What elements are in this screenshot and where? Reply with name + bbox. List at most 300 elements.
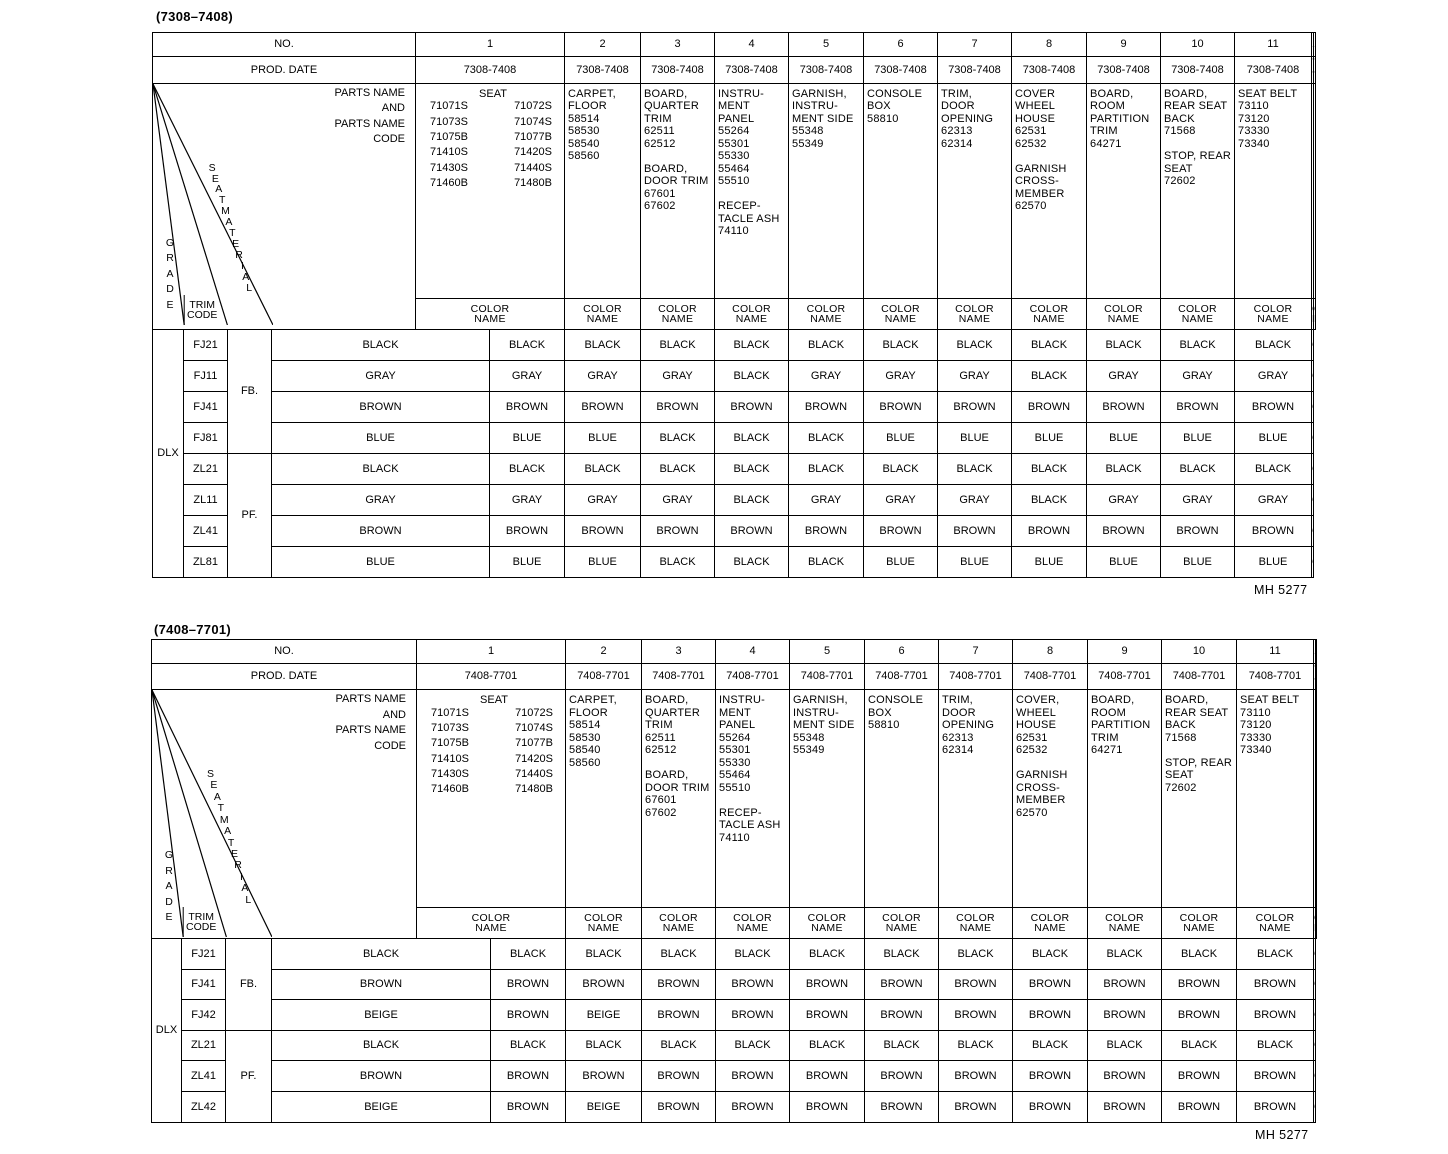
color-cell: GRAY: [490, 484, 565, 515]
color-name-text: [1314, 913, 1315, 933]
diagonal-header: [152, 690, 417, 939]
grade-letter: G: [164, 849, 174, 861]
color-cell: BROWN: [790, 1000, 865, 1031]
color-cell: BROWN: [642, 1091, 716, 1122]
prod-date-value: 7308-7408: [789, 57, 864, 83]
header-row-prod-date: [152, 664, 1317, 690]
column-number: 3: [642, 640, 716, 664]
seat-material-letter: M: [221, 205, 230, 218]
grade-letter: A: [166, 267, 174, 280]
color-cell: BROWN: [1012, 515, 1087, 546]
parts-cell: [1315, 690, 1317, 908]
color-cell: BLACK: [1237, 1030, 1314, 1061]
color-cell: [1312, 546, 1314, 577]
seat-part-code: 71440S: [515, 768, 553, 781]
color-name-label: [938, 298, 1012, 329]
parts-cell: [938, 83, 1012, 298]
prod-date-value: 7308-7408: [1161, 57, 1235, 83]
trim-code: ZL41: [184, 515, 228, 546]
seat-material: FB.: [228, 329, 272, 453]
seat-material: PF.: [226, 1030, 272, 1122]
color-cell: BROWN: [716, 969, 790, 1000]
color-cell: BROWN: [1162, 969, 1237, 1000]
color-cell: BEIGE: [272, 1091, 491, 1122]
color-cell: BLUE: [938, 546, 1012, 577]
color-cell: BROWN: [716, 1061, 790, 1092]
color-name-label: [1314, 298, 1316, 329]
prod-date-value: 7408-7701: [1162, 664, 1237, 690]
prod-date-value: 7408-7701: [1237, 664, 1314, 690]
color-cell: GRAY: [490, 360, 565, 391]
color-cell: [1312, 515, 1314, 546]
color-cell: BROWN: [272, 391, 490, 422]
seat-material-letter: R: [235, 248, 243, 261]
color-cell: BROWN: [789, 515, 864, 546]
color-cell: [1312, 360, 1314, 391]
seat-material-letter: T: [227, 836, 235, 849]
color-cell: BROWN: [566, 969, 642, 1000]
parts-name-code: CARPET, FLOOR 58514 58530 58540 58560: [568, 87, 616, 163]
color-cell: BLACK: [272, 453, 490, 484]
color-cell: BROWN: [491, 1091, 566, 1122]
seat-part-code: 71074S: [514, 115, 552, 128]
seat-part-code: 71073S: [430, 115, 468, 128]
color-name-label: [716, 908, 790, 939]
color-cell: BLUE: [565, 422, 641, 453]
prod-date-value: 7408-7701: [865, 664, 939, 690]
color-cell: BLACK: [641, 329, 715, 360]
color-name-label: [1315, 908, 1317, 939]
parts-name-code: INSTRU- MENT PANEL 55264 55301 55330 55464 55510 RECEP- TACLE ASH 74110: [718, 87, 780, 238]
seat-material-letter: A: [215, 183, 223, 196]
color-cell: BLACK: [565, 453, 641, 484]
trim-code: ZL81: [184, 546, 228, 577]
seat-material-letter: T: [217, 802, 224, 815]
color-cell: [1312, 422, 1314, 453]
color-cell: BLACK: [938, 453, 1012, 484]
color-cell: BLACK: [491, 1030, 566, 1061]
grade-letter: R: [165, 864, 173, 877]
color-cell: BROWN: [716, 1000, 790, 1031]
parts-name-code: [1316, 690, 1317, 732]
color-cell: BLACK: [939, 1030, 1013, 1061]
prod-date-value: 7308-7408: [938, 57, 1012, 83]
color-cell: BLACK: [1161, 329, 1235, 360]
parts-seat: [416, 83, 565, 298]
grade-cell: DLX: [153, 329, 184, 577]
parts-name-code: BOARD, QUARTER TRIM 62511 62512 BOARD, DOOR TRIM 67601 67602: [644, 87, 709, 213]
color-cell: BROWN: [641, 515, 715, 546]
parts-name-code: INSTRU- MENT PANEL 55264 55301 55330 55464 55510 RECEP- TACLE ASH 74110: [719, 694, 781, 844]
color-cell: BLUE: [1161, 546, 1235, 577]
parts-name-code: BOARD, ROOM PARTITION TRIM 64271: [1090, 87, 1150, 150]
no-label: NO.: [153, 33, 416, 57]
color-cell: BROWN: [1088, 969, 1162, 1000]
prod-date-value: 7308-7408: [641, 57, 715, 83]
prod-date-value: 7408-7701: [716, 664, 790, 690]
seat-part-code: 71075B: [431, 737, 469, 750]
color-cell: BLACK: [1012, 453, 1087, 484]
color-cell: BLACK: [789, 453, 864, 484]
color-cell: BLACK: [790, 939, 865, 970]
color-cell: GRAY: [938, 484, 1012, 515]
header-row-prod-date: [153, 57, 1316, 83]
seat-material-letter: A: [225, 216, 233, 229]
color-cell: BLACK: [1235, 329, 1312, 360]
color-cell: BROWN: [865, 1000, 939, 1031]
color-cell: BLACK: [938, 329, 1012, 360]
parts-name-code: BOARD, REAR SEAT BACK 71568 STOP, REAR SEAT 72602: [1165, 694, 1233, 794]
parts-cell: [1162, 690, 1237, 908]
column-number: 9: [1088, 640, 1162, 664]
color-cell: BROWN: [272, 515, 490, 546]
color-cell: BLACK: [1012, 360, 1087, 391]
prod-date-value: 7408-7701: [417, 664, 566, 690]
seat-material: FB.: [226, 939, 272, 1031]
color-cell: BLACK: [565, 329, 641, 360]
color-cell: GRAY: [789, 360, 864, 391]
color-cell: GRAY: [641, 484, 715, 515]
column-number: 11: [1237, 640, 1314, 664]
trim-code: ZL21: [184, 453, 228, 484]
color-cell: GRAY: [641, 360, 715, 391]
color-name-text: COLOR NAME: [956, 912, 995, 934]
prod-date-value: 7408-7701: [1088, 664, 1162, 690]
color-cell: BROWN: [1087, 391, 1161, 422]
color-cell: [1314, 1091, 1316, 1122]
grade-letter: G: [165, 236, 175, 249]
color-cell: BROWN: [1237, 1091, 1314, 1122]
color-cell: BLACK: [790, 1030, 865, 1061]
seat-material-letter: I: [239, 870, 243, 883]
parts-name-code-label: PARTS NAME AND PARTS NAME CODE: [334, 86, 405, 146]
color-name-text: COLOR NAME: [807, 912, 847, 934]
column-number: 2: [565, 33, 641, 57]
color-name-text: COLOR NAME: [1253, 302, 1293, 325]
prod-date-label: PROD. DATE: [152, 664, 417, 690]
seat-part-code: 71420S: [515, 752, 553, 765]
seat-part-code: 71480B: [514, 177, 552, 190]
seat-part-code: 71075B: [430, 130, 468, 143]
parts-name-code: SEAT BELT 73110 73120 73330 73340: [1238, 87, 1298, 150]
color-cell: BLACK: [864, 329, 938, 360]
parts-name-code: COVER WHEEL HOUSE 62531 62532 GARNISH CROSS- MEMBER 62570: [1015, 87, 1067, 213]
color-cell: GRAY: [1087, 360, 1161, 391]
prod-date-value: 7408-7701: [1013, 664, 1088, 690]
color-cell: BLACK: [715, 422, 789, 453]
color-cell: BLACK: [1013, 1030, 1088, 1061]
header-row-parts: [152, 690, 1317, 908]
seat-material-letter: E: [211, 172, 219, 185]
color-cell: BLACK: [864, 453, 938, 484]
seat-material-letter: M: [219, 813, 229, 826]
seat-part-code: 71073S: [431, 721, 469, 734]
column-number: 5: [789, 33, 864, 57]
parts-cell: [939, 690, 1013, 908]
color-cell: BROWN: [566, 1061, 642, 1092]
seat-title: SEAT: [480, 694, 508, 706]
color-cell: [1314, 1030, 1316, 1061]
parts-cell: [1237, 690, 1314, 908]
color-cell: BROWN: [865, 969, 939, 1000]
color-cell: BROWN: [565, 391, 641, 422]
color-name-label: [1235, 298, 1312, 329]
column-number: 2: [566, 640, 642, 664]
color-cell: BROWN: [1013, 1061, 1088, 1092]
prod-date-value: 7308-7408: [565, 57, 641, 83]
prod-date-value: 7308-7408: [416, 57, 565, 83]
prod-date-value: 7308-7408: [1235, 57, 1312, 83]
color-cell: BROWN: [1161, 391, 1235, 422]
color-cell: BROWN: [1161, 515, 1235, 546]
color-cell: BEIGE: [566, 1091, 642, 1122]
color-name-label: [865, 908, 939, 939]
color-cell: BEIGE: [566, 1000, 642, 1031]
color-cell: BROWN: [642, 1000, 716, 1031]
color-cell: BLACK: [272, 1030, 491, 1061]
top-footer-code: MH 5277: [1254, 583, 1308, 597]
parts-name-code: [1314, 84, 1316, 126]
top-table-caption: (7308–7408): [156, 9, 234, 24]
prod-date-value: [1314, 57, 1316, 83]
color-cell: BLACK: [1162, 939, 1237, 970]
column-number: 1: [416, 33, 565, 57]
header-row-no: [153, 33, 1316, 57]
parts-name-code: GARNISH, INSTRU- MENT SIDE 55348 55349: [793, 694, 855, 756]
color-cell: BROWN: [789, 391, 864, 422]
table-row: [153, 360, 1316, 391]
seat-material-letter: L: [245, 893, 252, 906]
trim-code-label: TRIM CODE: [186, 911, 217, 933]
color-cell: BLACK: [490, 453, 565, 484]
color-cell: BROWN: [490, 515, 565, 546]
color-cell: BLACK: [566, 1030, 642, 1061]
seat-part-code: 71430S: [431, 768, 469, 781]
color-name-text: COLOR NAME: [1104, 302, 1143, 325]
bottom-color-table: [151, 639, 1317, 1123]
color-cell: BROWN: [642, 969, 716, 1000]
color-name-text: COLOR NAME: [881, 302, 920, 325]
color-cell: BLACK: [716, 1030, 790, 1061]
table-row: [153, 484, 1316, 515]
parts-cell: [790, 690, 865, 908]
color-name-label: [1161, 298, 1235, 329]
color-name-label: [939, 908, 1013, 939]
trim-code: ZL42: [182, 1091, 226, 1122]
color-cell: BLUE: [272, 422, 490, 453]
column-number: 7: [938, 33, 1012, 57]
trim-code: FJ41: [182, 969, 226, 1000]
parts-name-code: COVER, WHEEL HOUSE 62531 62532 GARNISH CROSS- MEMBER 62570: [1016, 694, 1068, 819]
color-cell: BROWN: [1162, 1000, 1237, 1031]
color-cell: BROWN: [272, 1061, 491, 1092]
color-name-text: COLOR NAME: [583, 302, 622, 325]
color-cell: BLACK: [715, 329, 789, 360]
color-cell: BLACK: [1088, 1030, 1162, 1061]
parts-name-code: BOARD, QUARTER TRIM 62511 62512 BOARD, DOOR TRIM 67601 67602: [645, 694, 710, 819]
color-cell: BLACK: [642, 1030, 716, 1061]
seat-part-code: 71072S: [515, 706, 553, 719]
column-number: [1315, 640, 1317, 664]
color-cell: BROWN: [939, 1000, 1013, 1031]
prod-date-value: 7408-7701: [566, 664, 642, 690]
seat-material-letter: A: [242, 270, 250, 283]
color-name-text: [1314, 304, 1315, 324]
seat-material-letter: S: [206, 768, 214, 780]
top-color-table: [152, 32, 1316, 578]
seat-part-code: 71071S: [430, 100, 468, 113]
prod-date-value: [1315, 664, 1317, 690]
seat-part-code: 71410S: [430, 146, 468, 159]
color-cell: BLACK: [566, 939, 642, 970]
color-name-label: [1162, 908, 1237, 939]
color-cell: [1312, 484, 1314, 515]
color-cell: BROWN: [939, 1091, 1013, 1122]
bottom-footer-code: MH 5277: [1255, 1128, 1309, 1142]
color-cell: BLACK: [641, 422, 715, 453]
color-name-label: [641, 298, 715, 329]
trim-code: FJ21: [182, 939, 226, 970]
color-cell: GRAY: [938, 360, 1012, 391]
color-name-text: [1312, 304, 1313, 324]
color-cell: BLUE: [1087, 422, 1161, 453]
seat-material-letter: A: [241, 882, 249, 895]
seat-material-letter: I: [240, 259, 244, 272]
seat-part-code: 71077B: [514, 130, 552, 143]
seat-material-letter: E: [232, 238, 240, 251]
seat-material-letter: A: [224, 825, 232, 838]
grade-letter: D: [165, 895, 173, 908]
parts-cell: [1235, 83, 1312, 298]
color-cell: BROWN: [490, 391, 565, 422]
table-row: [152, 1091, 1317, 1122]
color-name-label: [864, 298, 938, 329]
color-cell: BROWN: [938, 391, 1012, 422]
color-cell: BLACK: [1013, 939, 1088, 970]
color-name-label: [789, 298, 864, 329]
color-cell: BLACK: [272, 939, 491, 970]
color-name-text: COLOR NAME: [732, 302, 771, 325]
seat-part-code: 71460B: [430, 177, 468, 190]
color-cell: BROWN: [864, 515, 938, 546]
parts-cell: [716, 690, 790, 908]
grade-cell: DLX: [152, 939, 182, 1123]
prod-date-value: 7308-7408: [715, 57, 789, 83]
color-cell: BLACK: [1012, 484, 1087, 515]
color-cell: BLUE: [864, 422, 938, 453]
color-cell: GRAY: [789, 484, 864, 515]
column-number: 6: [865, 640, 939, 664]
color-name-text: COLOR NAME: [1179, 912, 1219, 934]
color-cell: BLACK: [272, 329, 490, 360]
color-cell: BROWN: [865, 1061, 939, 1092]
color-cell: BROWN: [939, 1061, 1013, 1092]
color-cell: [1312, 329, 1314, 360]
color-cell: BLACK: [715, 484, 789, 515]
color-cell: GRAY: [1087, 484, 1161, 515]
trim-code-label: TRIM CODE: [187, 298, 218, 321]
color-cell: BROWN: [1237, 969, 1314, 1000]
color-cell: BLACK: [716, 939, 790, 970]
color-name-text: COLOR NAME: [733, 912, 772, 934]
color-cell: GRAY: [1235, 360, 1312, 391]
color-cell: BLACK: [715, 453, 789, 484]
parts-cell: [641, 83, 715, 298]
color-cell: BLACK: [865, 939, 939, 970]
color-cell: GRAY: [565, 484, 641, 515]
color-cell: BLACK: [715, 546, 789, 577]
seat-part-code: 71460B: [431, 783, 469, 796]
seat-part-code: 71072S: [514, 100, 552, 113]
color-cell: BLACK: [641, 453, 715, 484]
seat-material-letter: A: [213, 790, 221, 803]
color-name-text: COLOR NAME: [882, 912, 921, 934]
color-cell: GRAY: [565, 360, 641, 391]
table-row: [152, 1000, 1317, 1031]
color-cell: BROWN: [272, 969, 491, 1000]
color-cell: BLACK: [789, 546, 864, 577]
color-cell: BLACK: [491, 939, 566, 970]
color-cell: BLACK: [789, 422, 864, 453]
color-cell: [1312, 391, 1314, 422]
seat-part-code: 71074S: [515, 721, 553, 734]
color-cell: BLUE: [272, 546, 490, 577]
color-cell: BLUE: [864, 546, 938, 577]
color-name-text: COLOR NAME: [1030, 912, 1070, 934]
color-cell: BROWN: [565, 515, 641, 546]
color-name-text: COLOR NAME: [658, 302, 697, 325]
parts-cell: [1012, 83, 1087, 298]
table-row: [152, 969, 1317, 1000]
grade-letter: E: [166, 298, 174, 311]
parts-cell: [715, 83, 789, 298]
header-row-parts: [153, 83, 1316, 298]
color-cell: BLUE: [565, 546, 641, 577]
color-cell: BLACK: [1235, 453, 1312, 484]
parts-cell: [1161, 83, 1235, 298]
parts-cell: [789, 83, 864, 298]
column-number: 6: [864, 33, 938, 57]
color-cell: BLACK: [641, 546, 715, 577]
color-cell: BLUE: [1235, 546, 1312, 577]
color-name-text: COLOR NAME: [1105, 912, 1144, 934]
seat-material-letter: R: [234, 859, 242, 872]
color-cell: BROWN: [641, 391, 715, 422]
header-row-no: [152, 640, 1317, 664]
table-row: [153, 391, 1316, 422]
parts-cell: [865, 690, 939, 908]
seat-part-code: 71077B: [515, 737, 553, 750]
table-row: [152, 939, 1317, 970]
parts-cell: [642, 690, 716, 908]
color-cell: GRAY: [864, 360, 938, 391]
column-number: 4: [716, 640, 790, 664]
seat-part-code: 71410S: [431, 752, 469, 765]
column-number: 8: [1013, 640, 1088, 664]
column-number: 1: [417, 640, 566, 664]
column-number: [1314, 33, 1316, 57]
parts-name-code: BOARD, ROOM PARTITION TRIM 64271: [1091, 694, 1151, 756]
color-name-text: COLOR NAME: [1255, 912, 1295, 934]
color-cell: GRAY: [1235, 484, 1312, 515]
color-cell: BROWN: [938, 515, 1012, 546]
color-cell: GRAY: [272, 484, 490, 515]
color-name-label: [715, 298, 789, 329]
color-cell: BLACK: [490, 329, 565, 360]
trim-code: FJ81: [184, 422, 228, 453]
grade-letter: E: [165, 911, 173, 923]
color-cell: BLACK: [939, 939, 1013, 970]
